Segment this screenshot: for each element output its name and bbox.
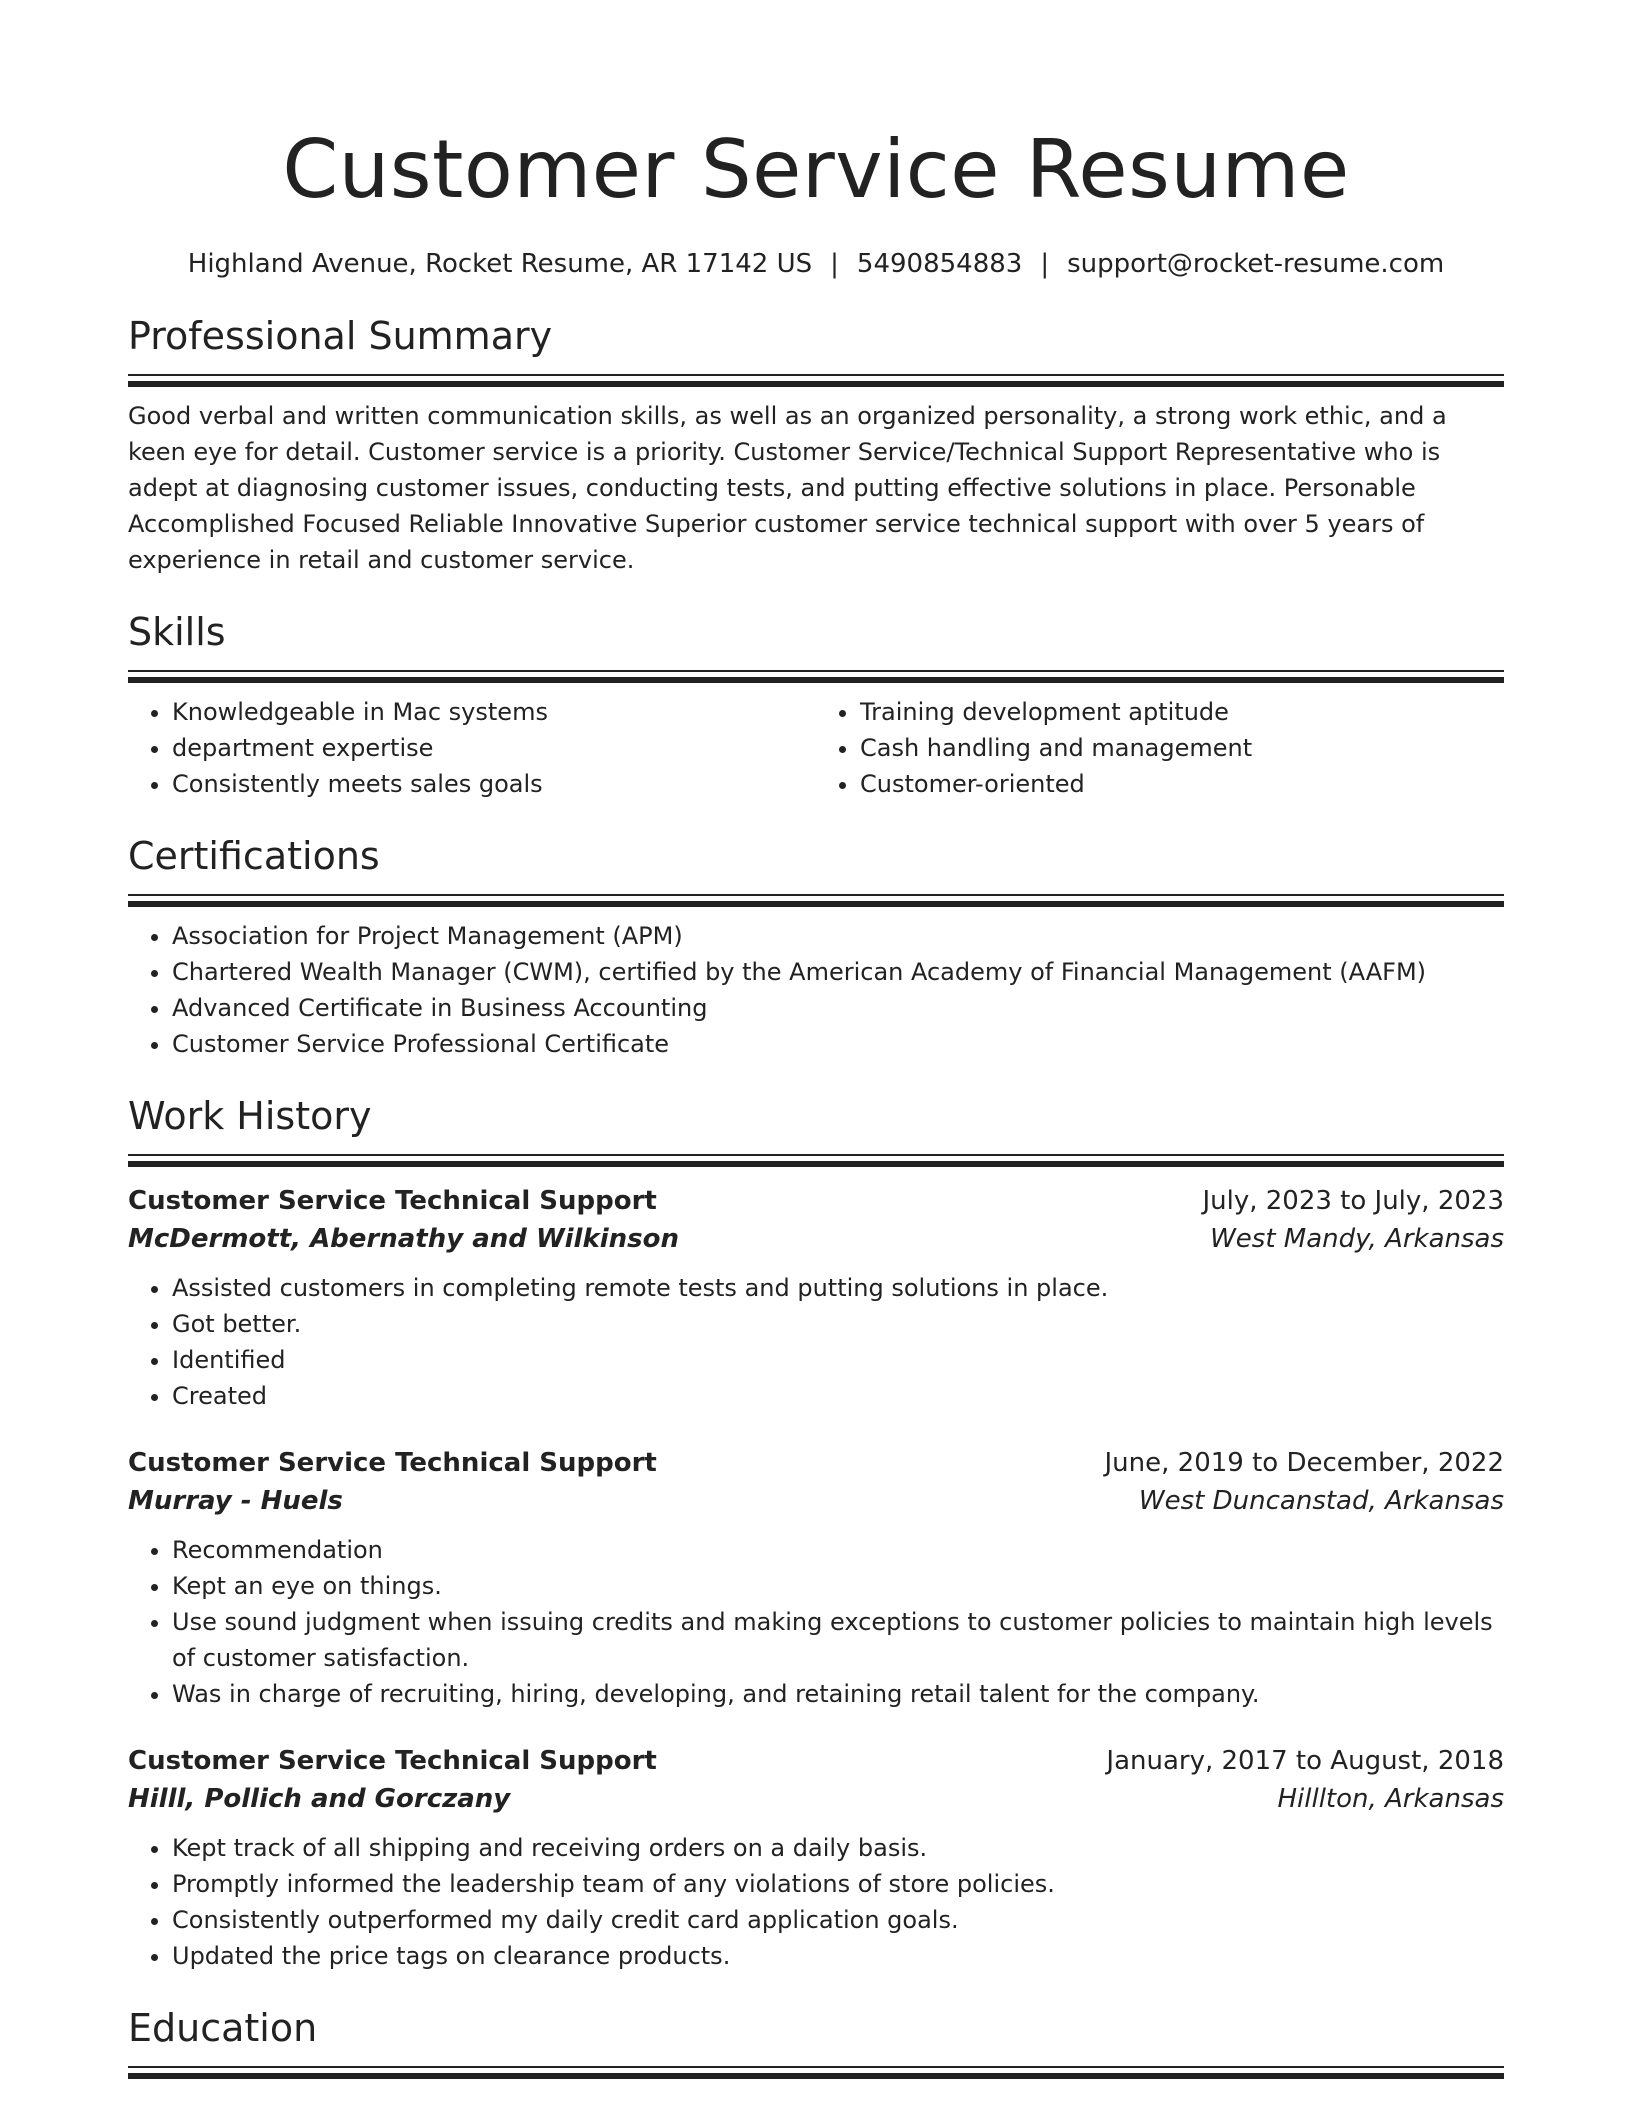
job-title: Customer Service Technical Support [128,1448,657,1478]
section-divider [128,374,1504,388]
job-title: Customer Service Technical Support [128,1186,657,1216]
job-bullet: • Identified [172,1342,1504,1378]
certification-item: • Customer Service Professional Certificate [172,1026,1504,1062]
job-company: Murray - Huels [128,1486,343,1516]
skill-item: • Training development aptitude [860,694,1504,730]
summary-text: Good verbal and written communication skills, as well as an organized personality, a strong work ethic, and a keen eye for detail. Customer service is a priority. Customer Service/Technical Support Representative who is adept at diagnosing customer issues, conducting tests, and putting effective solutions in place. Personable Accomplished Focused Reliable Innovative Superior customer service technical support with over 5 years of experience in retail and customer service. [128,402,1447,574]
job-bullet: • Kept track of all shipping and receiving orders on a daily basis. [172,1830,1504,1866]
job-header-row [128,1742,1504,1780]
job-company: McDermott, Abernathy and Wilkinson [128,1224,680,1254]
section-divider [128,670,1504,684]
contact-separator: | [1040,249,1050,279]
job-header-row [128,1444,1504,1482]
skill-item: • Consistently meets sales goals [172,766,816,802]
job-bullets [128,1830,1504,1974]
job-bullet: • Assisted customers in completing remote tests and putting solutions in place. [172,1270,1504,1306]
work-section-header [128,1092,1504,1168]
job-bullets [128,1270,1504,1414]
job-dates: July, 2023 to July, 2023 [1202,1186,1504,1216]
contact-phone: 5490854883 [856,249,1023,279]
job-bullet: • Created [172,1378,1504,1414]
job-title: Customer Service Technical Support [128,1746,657,1776]
job-location: West Duncanstad, Arkansas [1138,1486,1504,1516]
job-bullet: • Recommendation [172,1532,1504,1568]
certification-item: • Association for Project Management (APM) [172,918,1504,954]
job-location: Hilllton, Arkansas [1277,1784,1504,1814]
job-entry [128,1742,1504,1974]
section-divider [128,2066,1504,2080]
education-heading: Education [128,2006,318,2050]
job-entry [128,1182,1504,1414]
certifications-list [128,918,1504,1062]
job-bullet: • Kept an eye on things. [172,1568,1504,1604]
contact-separator: | [830,249,839,279]
job-company: Hilll, Pollich and Gorczany [128,1784,511,1814]
skills-columns [128,684,1504,802]
skill-item: • Cash handling and management [860,730,1504,766]
job-entry [128,1444,1504,1712]
job-company-row [128,1780,1504,1818]
job-bullet: • Got better. [172,1306,1504,1342]
summary-heading: Professional Summary [128,314,553,358]
education-section-header [128,2004,1504,2080]
job-bullet: • Use sound judgment when issuing credits and making exceptions to customer policies to maintain high levels of customer satisfaction. [172,1604,1504,1676]
work-heading: Work History [128,1094,372,1138]
certification-item: • Advanced Certificate in Business Accounting [172,990,1504,1026]
job-bullet: • Consistently outperformed my daily credit card application goals. [172,1902,1504,1938]
section-divider [128,1154,1504,1168]
job-location: West Mandy, Arkansas [1210,1224,1504,1254]
job-bullet: • Was in charge of recruiting, hiring, developing, and retaining retail talent for the company. [172,1676,1504,1712]
certifications-heading: Certifications [128,834,380,878]
job-header-row [128,1182,1504,1220]
skills-list-left [128,694,816,802]
skill-item: • Customer-oriented [860,766,1504,802]
certifications-section-header [128,832,1504,908]
resume-title: Customer Service Resume [282,123,1350,216]
job-dates: June, 2019 to December, 2022 [1104,1448,1504,1478]
skill-item: • department expertise [172,730,816,766]
job-bullet: • Promptly informed the leadership team of any violations of store policies. [172,1866,1504,1902]
skills-list-right [816,694,1504,802]
skills-heading: Skills [128,610,226,654]
certification-item: • Chartered Wealth Manager (CWM), certified by the American Academy of Financial Management (AAFM) [172,954,1504,990]
job-company-row [128,1220,1504,1258]
contact-address: Highland Avenue, Rocket Resume, AR 17142 US [187,249,813,279]
section-divider [128,894,1504,908]
summary-section-header [128,312,1504,388]
job-dates: January, 2017 to August, 2018 [1106,1746,1504,1776]
contact-line [128,246,1504,282]
job-bullets [128,1532,1504,1712]
skill-item: • Knowledgeable in Mac systems [172,694,816,730]
job-company-row [128,1482,1504,1520]
contact-email: support@rocket-resume.com [1067,249,1445,279]
job-bullet: • Updated the price tags on clearance products. [172,1938,1504,1974]
skills-section-header [128,608,1504,684]
